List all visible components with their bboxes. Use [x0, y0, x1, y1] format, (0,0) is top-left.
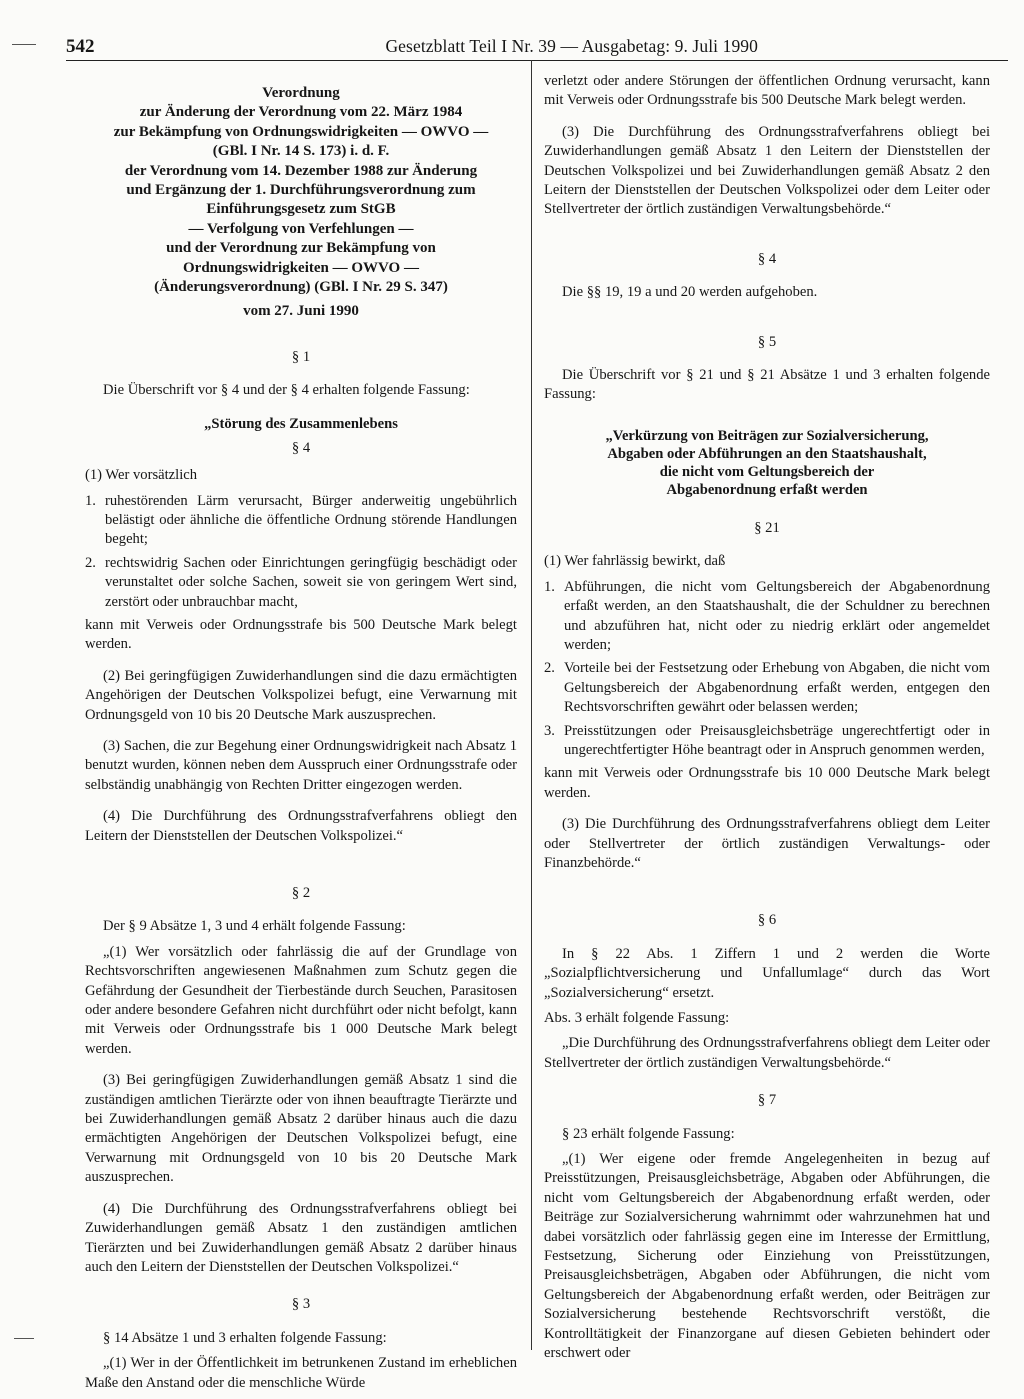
margin-mark	[12, 44, 36, 45]
left-column	[85, 74, 517, 1399]
title-line: Einführungsgesetz zum StGB	[206, 201, 396, 218]
ordinance-title	[85, 84, 517, 322]
paragraph: „Die Durchführung des Ordnungsstrafverfahrens obliegt dem Leiter oder Stellvertreter der örtlich zuständigen Verwaltungsbehörde.“	[544, 1035, 990, 1071]
list-number: 2.	[544, 660, 555, 677]
paragraph: (3) Die Durchführung des Ordnungsstrafverfahrens obliegt bei Zuwiderhandlungen gemäß Absatz 1 den Leitern der Dienststellen der Deutschen Volkspolizei und bei Zuwiderhandlungen gemäß Absatz 2 den Leitern der Dienststellen der Deutschen Volkspolizei oder dem Leiter oder Stellvertreter der örtlich zuständigen Verwaltungsbehörde.“	[544, 123, 990, 218]
margin-mark	[14, 1338, 34, 1339]
list-text: rechtswidrig Sachen oder Einrichtungen geringfügig beschädigt oder verunstaltet oder solche Sachen, soweit sie von geringem Wert sind, zerstört oder unbrauchbar macht,	[105, 554, 517, 610]
section-heading: § 6	[757, 912, 777, 929]
title-line: der Verordnung vom 14. Dezember 1988 zur Änderung	[124, 162, 478, 179]
title-line: (Änderungsverordnung) (GBl. I Nr. 29 S. 347)	[154, 279, 448, 296]
title-line: Ordnungswidrigkeiten — OWVO —	[183, 259, 419, 276]
paragraph: „(1) Wer vorsätzlich oder fahrlässig die auf der Grundlage von Rechtsvorschriften angewiesenen Maßnahmen zum Schutz gegen die Gefährdung der Gesundheit der Tierbestände durch Seuchen, Parasitosen oder andere besondere Gefahren nicht durchführt oder nicht befolgt, kann mit Verweis oder Ordnungsstrafe bis 1 000 Deutsche Mark belegt werden.	[85, 943, 517, 1057]
paragraph: verletzt oder andere Störungen der öffentlichen Ordnung verursacht, kann mit Verweis oder Ordnungsstrafe bis 500 Deutsche Mark belegt werden.	[544, 73, 990, 109]
title-line: zur Änderung der Verordnung vom 22. März 1984	[139, 104, 463, 121]
list-number: 2.	[85, 554, 96, 571]
section-heading: § 5	[757, 333, 777, 350]
paragraph: (3) Sachen, die zur Begehung einer Ordnungswidrigkeit nach Absatz 1 benutzt wurden, können neben dem Ausspruch einer Ordnungsstrafe oder selbständig unabhängig von Rechten Dritter eingezogen werden.	[85, 737, 517, 793]
paragraph: „(1) Wer in der Öffentlichkeit im betrunkenen Zustand im erheblichen Maße den Anstand oder die menschliche Würde	[85, 1355, 517, 1391]
title-line: Verordnung	[262, 85, 340, 101]
list-item	[544, 659, 990, 717]
paragraph: kann mit Verweis oder Ordnungsstrafe bis 10 000 Deutsche Mark belegt werden.	[544, 765, 990, 801]
section-heading: § 7	[757, 1092, 777, 1109]
subtitle-line: „Verkürzung von Beiträgen zur Sozialversicherung,	[605, 427, 929, 444]
page-header	[66, 36, 1008, 60]
paragraph: (3) Bei geringfügigen Zuwiderhandlungen gemäß Absatz 1 sind die zuständigen amtlichen Tierärzte oder von ihnen beauftragte Tierärzte und bei Zuwiderhandlungen gemäß Absatz 2 darüber hinaus auch die dazu ermächtigten Angehörigen der Deutschen Volkspolizei befugt, eine Verwarnung mit Ordnungsgeld von 10 bis 20 Deutsche Mark auszusprechen.	[85, 1072, 517, 1186]
paragraph: Die Überschrift vor § 4 und der § 4 erhalten folgende Fassung:	[103, 382, 470, 399]
list-text: Preisstützungen oder Preisausgleichsbeträge ungerechtfertigt oder in ungerechtfertigter Höhe beantragt oder in Anspruch genommen werden,	[564, 722, 990, 758]
paragraph: (1) Wer fahrlässig bewirkt, daß	[544, 553, 726, 570]
paragraph: § 14 Absätze 1 und 3 erhalten folgende Fassung:	[103, 1329, 387, 1346]
header-rule	[66, 60, 1008, 61]
paragraph: (1) Wer vorsätzlich	[85, 467, 198, 484]
paragraph: In § 22 Abs. 1 Ziffern 1 und 2 werden die Worte „Sozialpflichtversicherung und Unfallumlage“ durch das Wort „Sozialversicherung“ ersetzt.	[544, 945, 990, 1001]
list-number: 1.	[544, 578, 555, 595]
list-item	[544, 578, 990, 656]
subtitle-line: die nicht vom Geltungsbereich der	[659, 463, 875, 480]
page-number: 542	[66, 36, 95, 57]
paragraph: Der § 9 Absätze 1, 3 und 4 erhält folgende Fassung:	[103, 918, 406, 935]
paragraph: (4) Die Durchführung des Ordnungsstrafverfahrens obliegt bei Zuwiderhandlungen gemäß Absatz 1 den zuständigen amtlichen Tierärzten und bei Zuwiderhandlungen gemäß Absatz 2 darüber hinaus auch den Leitern der Dienststellen der Deutschen Volkspolizei.“	[85, 1200, 517, 1275]
paragraph: kann mit Verweis oder Ordnungsstrafe bis 500 Deutsche Mark belegt werden.	[85, 616, 517, 653]
title-line: vom 27. Juni 1990	[243, 303, 359, 320]
paragraph: Abs. 3 erhält folgende Fassung:	[544, 1010, 730, 1026]
paragraph: „(1) Wer eigene oder fremde Angelegenheiten in bezug auf Preisstützungen, Preisausgleichsbeträge, Abgaben oder Abführungen, die nicht vom Geltungsbereich der Abgabenordnung erfaßt werden, oder Beiträge zur Sozialversicherung wahrnimmt oder wahrzunehmen hat und dabei vorsätzlich oder fahrlässig gegen eine im Interesse der Ermittlung, Festsetzung, Sicherung oder Einziehung von Preisstützungen, Preisausgleichsbeträgen, Abgaben oder Abführungen, die nicht vom Geltungsbereich der Abgabenordnung erfaßt werden, oder Beiträgen zur Sozialversicherung bestehende Rechtsvorschrift verstößt, die Kontrolltätigkeit der Finanzorgane auf diesen Gebieten behindert oder erschwert oder	[544, 1151, 990, 1362]
section-heading: § 21	[754, 519, 780, 536]
list-item	[85, 492, 517, 550]
paragraph: (3) Die Durchführung des Ordnungsstrafverfahrens obliegt dem Leiter oder Stellvertreter der örtlich zuständigen Verwaltungs- oder Finanzbehörde.“	[544, 816, 990, 871]
list-item	[544, 722, 990, 761]
list-number: 1.	[85, 492, 96, 509]
list-number: 3.	[544, 722, 555, 739]
list-item	[85, 554, 517, 612]
list-text: Vorteile bei der Festsetzung oder Erhebung von Abgaben, die nicht vom Geltungsbereich der Abgabenordnung erfaßt werden, entgegen den Rechtsvorschriften gewährt oder belassen werden;	[564, 660, 990, 716]
paragraph: (2) Bei geringfügigen Zuwiderhandlungen sind die dazu ermächtigten Angehörigen der Deutschen Volkspolizei befugt, eine Verwarnung mit Ordnungsgeld von 10 bis 20 Deutsche Mark auszusprechen.	[85, 667, 517, 723]
title-line: zur Bekämpfung von Ordnungswidrigkeiten — OWVO —	[113, 123, 489, 140]
column-rule	[531, 60, 532, 1350]
subsection-title	[544, 427, 990, 499]
section-heading: § 3	[291, 1296, 311, 1313]
subsection-title: „Störung des Zusammenlebens	[204, 415, 398, 432]
paragraph: § 23 erhält folgende Fassung:	[562, 1125, 735, 1142]
title-line: (GBl. I Nr. 14 S. 173) i. d. F.	[212, 143, 390, 160]
title-line: und der Verordnung zur Bekämpfung von	[166, 240, 436, 257]
list-text: ruhestörenden Lärm verursacht, Bürger anderweitig ungebührlich belästigt oder ähnliche die öffentliche Ordnung störende Handlungen begeht;	[105, 492, 517, 548]
paragraph: Die §§ 19, 19 a und 20 werden aufgehoben.	[562, 284, 818, 301]
subtitle-line: Abgaben oder Abführungen an den Staatshaushalt,	[607, 445, 927, 462]
paragraph: Die Überschrift vor § 21 und § 21 Absätze 1 und 3 erhalten folgende Fassung:	[544, 367, 990, 403]
section-heading: § 1	[291, 348, 311, 365]
subtitle-line: Abgabenordnung erfaßt werden	[666, 481, 868, 498]
list-text: Abführungen, die nicht vom Geltungsbereich der Abgabenordnung erfaßt werden, an den Staatshaushalt, die der Schuldner zu berechnen und abzuführen hat, nicht oder zu niedrig erklärt oder angemeldet werden;	[564, 578, 990, 653]
section-heading: § 2	[291, 885, 311, 901]
right-column	[544, 72, 990, 1370]
section-heading: § 4	[291, 439, 311, 456]
title-line: und Ergänzung der 1. Durchführungsverordnung zum	[126, 182, 476, 199]
title-line: — Verfolgung von Verfehlungen —	[188, 220, 414, 237]
section-heading: § 4	[757, 250, 777, 267]
paragraph: (4) Die Durchführung des Ordnungsstrafverfahrens obliegt den Leitern der Dienststellen der Deutschen Volkspolizei.“	[85, 808, 517, 844]
header-title: Gesetzblatt Teil I Nr. 39 — Ausgabetag: 9. Juli 1990	[385, 36, 758, 56]
